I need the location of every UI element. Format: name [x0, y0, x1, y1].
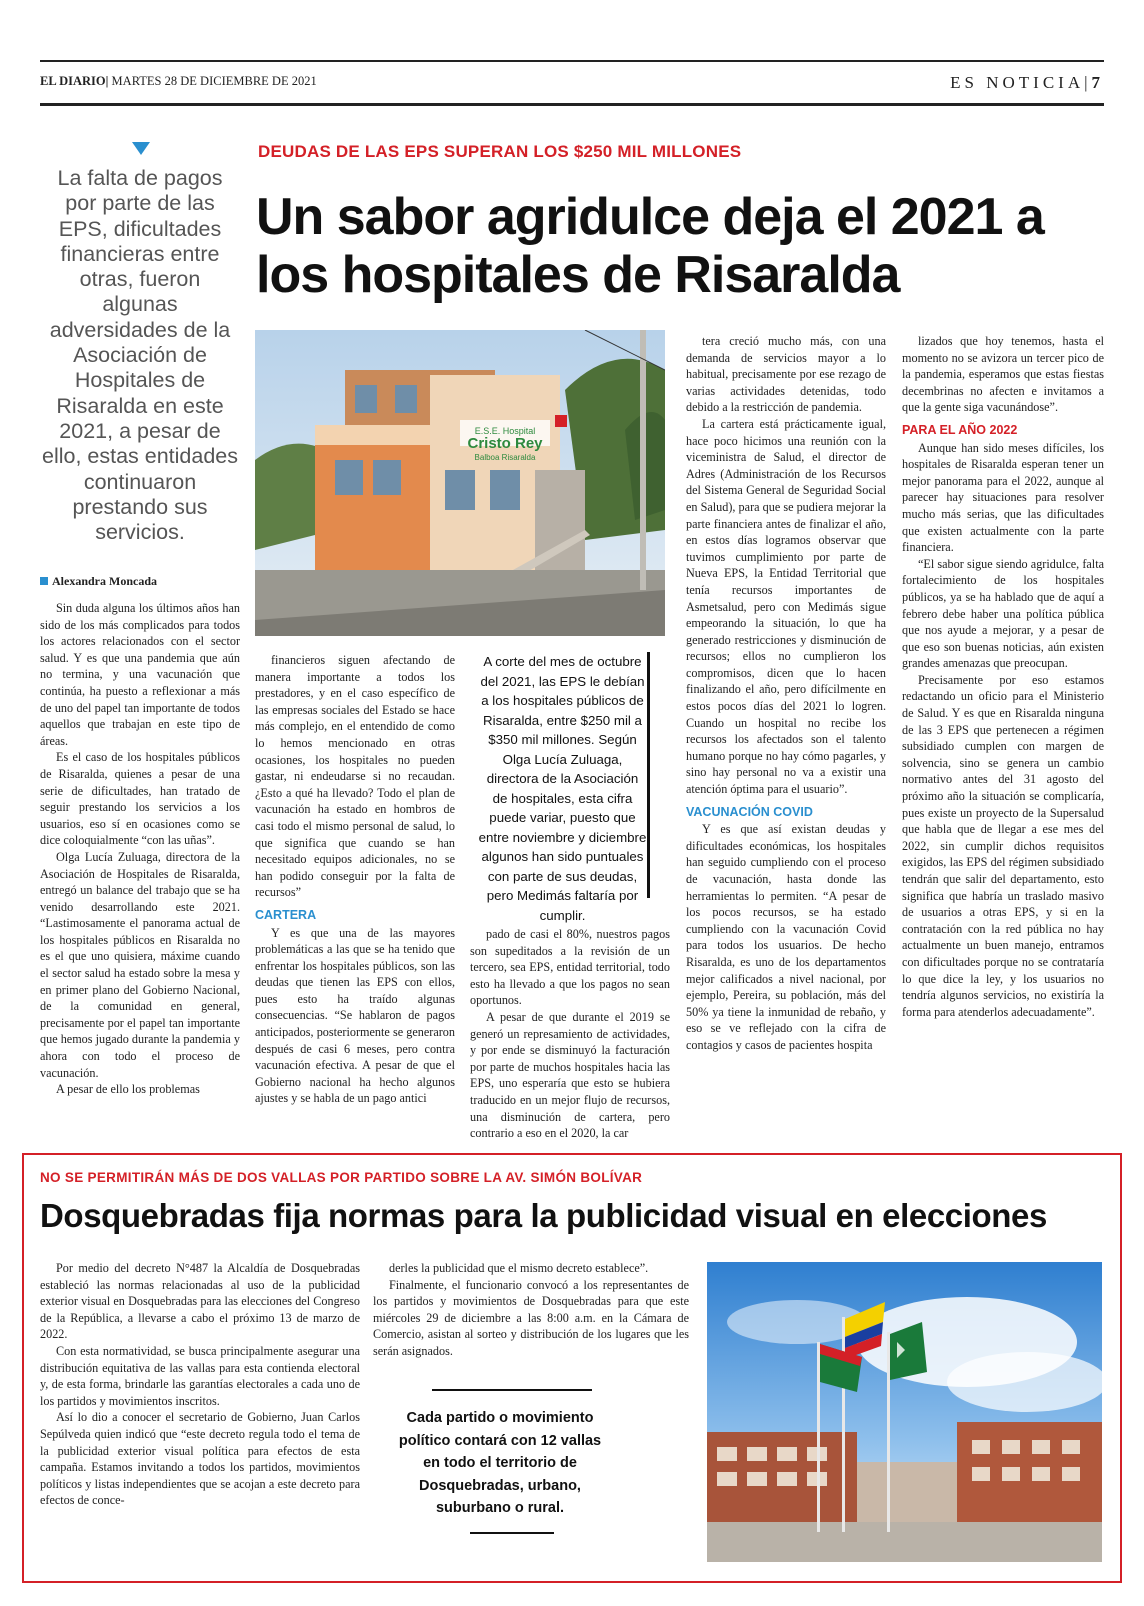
article2-kicker: NO SE PERMITIRÁN MÁS DE DOS VALLAS POR PARTIDO SOBRE LA AV. SIMÓN BOLÍVAR: [40, 1170, 643, 1185]
paragraph: Con esta normatividad, se busca principalmente asegurar una distribución equitativa de las vallas para esta contienda electoral y, de esta forma, brindarle las garantías electorales a cada uno de los partidos y movimientos inscritos.: [40, 1343, 360, 1408]
paragraph: Sin duda alguna los últimos años han sido de los más complicados para todos los actores relacionados con el sector salud. Y es que una pandemia que aún no termina, y una vacunación que continúa, ha puesto a reflexionar a más de uno del papel tan importante de todos aquellos que trabajan en este tipo de áreas.: [40, 601, 240, 748]
page-number: 7: [1091, 73, 1104, 92]
article1-column-5: [902, 333, 1104, 1148]
paragraph: lizados que hoy tenemos, hasta el momento no se avizora un tercer pico de la pandemia, esperamos que estas fiestas decembrinas no afecten e invitamos a que la gente siga vacunándose”.: [902, 334, 1104, 415]
hospital-photo: [255, 330, 665, 636]
hospital-sign-line3: Balboa Risaralda: [474, 453, 536, 462]
hospital-sign-line2: Cristo Rey: [467, 435, 543, 452]
pull-quote: La falta de pagos por parte de las EPS, dificultades financieras entre otras, fueron algunas adversidades de la Asociación de Hospitales de Risaralda en este 2021, a pesar de ello, estas entidades continuaron prestando sus servicios.: [41, 166, 239, 545]
article1-column-2: [255, 652, 455, 1148]
paragraph: derles la publicidad que el mismo decreto establece”.: [389, 1261, 649, 1275]
article2-headline: Dosquebradas fija normas para la publicidad visual en elecciones: [40, 1197, 1047, 1234]
masthead-left: [40, 74, 317, 89]
quote-top-rule: [432, 1389, 592, 1391]
paragraph: tera creció mucho más, con una demanda de servicios mayor a lo habitual, precisamente por ese rezago de varias actividades detenidas, todo debido a la restricción de pandemia.: [686, 334, 886, 415]
paragraph: financieros siguen afectando de manera importante a todos los prestadores, y en el caso específico de las empresas sociales del Estado se hace más complejo, en el entendido de como lo hemos mencionado en otras ocasiones, los hospitales no pueden gastar, ni endeudarse si no recaudan. ¿Esto a qué ha llevado? Todo el plan de vacunación ha estado en hombros de casi todo el mismo personal de salud, lo que significa que cuando se han necesitado equipos adicionales, no se han podido conseguir por la falta de recursos”: [255, 653, 455, 900]
paragraph: A pesar de ello los problemas: [56, 1082, 200, 1097]
flags-plaza-photo: [707, 1262, 1102, 1562]
top-rule: [40, 60, 1104, 62]
square-marker-icon: [40, 577, 48, 585]
article2-column-2: [373, 1260, 689, 1380]
sidebar-factbox: A corte del mes de octubre del 2021, las EPS le debían a los hospitales públicos de Risaralda, entre $250 mil a $350 mil millones. Según Olga Lucía Zuluaga, directora de la Asociación de hospitales, esta cifra puede variar, puesto que entre noviembre y diciembre algunos han sido puntuales con parte de sus deudas, pero Medimás faltaría por cumplir.: [478, 652, 650, 898]
subhead-ano-2022: PARA EL AÑO 2022: [902, 422, 1018, 437]
page-separator: |: [1084, 73, 1092, 92]
article1-kicker: DEUDAS DE LAS EPS SUPERAN LOS $250 MIL MILLONES: [258, 142, 742, 161]
paragraph: pado de casi el 80%, nuestros pagos son supeditados a la revisión de un tercero, sea EPS, entidad territorial, todo esto ha llevado a que los pagos no sean oportunos.: [470, 927, 670, 1008]
hospital-photo-illustration: [255, 330, 665, 636]
masthead-right: [950, 73, 1104, 93]
paragraph: Así lo dio a conocer el secretario de Gobierno, Juan Carlos Sepúlveda quien indicó que “este decreto regula todo el tema de la publicidad exterior visual política para efectos de esta campaña. Estamos invitando a todos los partidos, movimientos políticos y listas independientes que se acojan a este decreto para efectos de conce-: [40, 1410, 360, 1508]
paragraph: La cartera está prácticamente igual, hace poco hicimos una reunión con la viceministra de Salud, el director de Adres (Administración de los Recursos del Sistema General de Seguridad Social en Salud), para que se pudiera mejorar la parte financiera antes de finalizar el año, en estos días logramos observar que tuvimos cumplimiento por parte de Nueva EPS, la Entidad Territorial que tenía recursos importantes de Asmetsalud, pero con Medimás sigue empeorando la situación, lo que ha generado restricciones y disminución de recursos; ellos no cumplieron los compromisos, dicen que lo hacen finalizando el año, pero difícilmente en estos pocos días del 2021 lo logren. Cuando un hospital no recibe los recursos los afectados son el talento humano porque no hay cómo pagarles, y sino hay personal no va a existir una atención óptima para el usuario”.: [686, 416, 886, 797]
paragraph: Es el caso de los hospitales públicos de Risaralda, quienes a pesar de una serie de dificultades, han tratado de seguir prestando los servicios a los usuarios, eso sí en ocasiones como se dice coloquialmente “con las uñas”.: [40, 750, 240, 848]
paragraph: Por medio del decreto N°487 la Alcaldía de Dosquebradas estableció las normas relacionadas al uso de la publicidad exterior visual en Dosquebradas para las elecciones del Congreso de la República, a llevarse a cabo el próximo 13 de marzo de 2022.: [40, 1261, 360, 1342]
section-name: ES NOTICIA: [950, 73, 1085, 92]
subhead-cartera: CARTERA: [255, 907, 317, 922]
paragraph: Y es que así existan deudas y dificultades económicas, los hospitales han seguido cumpliendo con el proceso de vacunación, hasta donde las herramientas lo permiten. “A pesar de los pocos recursos, se ha estado cumpliendo con la vacunación Covid para todos los usuarios. De hecho Risaralda, es uno de los departamentos mejor calificados a nivel nacional, por ejemplo, Pereira, su población, más del 50% ya tiene la inmunidad de rebaño, y eso se ve reflejado con la cifra de contagios y casos de pacientes hospita: [686, 822, 886, 1052]
paper-name: EL DIARIO: [40, 74, 106, 88]
byline: [40, 574, 157, 589]
masthead-rule: [40, 103, 1104, 106]
paragraph: Y es que una de las mayores problemáticas a las que se ha tenido que enfrentar los hospitales públicos, son las deudas que tienen las EPS con ellos, pues esto ha traído algunas consecuencias. “Se hablaron de pagos anticipados, posteriormente se generaron después de casi 6 meses, pero contra vacunación efectiva. A pesar de que el Gobierno nacional ha hecho algunos ajustes y se habla de un pago antici: [255, 925, 455, 1106]
paragraph: Aunque han sido meses difíciles, los hospitales de Risaralda esperan tener un mejor panorama para el 2022, aunque al parecer hay situaciones para resolver mucho más serias, que las dificultades que existen actualmente con la parte financiera.: [902, 440, 1104, 555]
triangle-marker-icon: [132, 142, 150, 155]
article1-headline: Un sabor agridulce deja el 2021 a los hospitales de Risaralda: [256, 188, 1044, 304]
subhead-vacunacion: VACUNACIÓN COVID: [686, 804, 813, 819]
flags-photo-illustration: [707, 1262, 1102, 1562]
paragraph: Precisamente por eso estamos redactando un oficio para el Ministerio de Salud. Y es que en Risaralda ninguna de las 3 EPS que pertenecen a régimen subsidiado cumplen con margen de solvencia, sino se genera un cambio normativo antes del 31 agosto del próximo año la situación se complicaría, pues existe un proyecto de la Supersalud que habla que de llegar a ese mes del 2022, sin cumplir dichos requisitos exigidos, las EPS del régimen subsidiado tendrán que salir del departamento, esto significa que habría un traslado masivo de usuarios a otras EPS, y si en la contratación con la red pública no hay actualmente un buen manejo, entramos con dificultades porque no se contrataría lo que dice la ley, y los usuarios no tendría algunos servicios, no existiría la forma para atenderlos adecuadamente”.: [902, 672, 1104, 1019]
paragraph: Finalmente, el funcionario convocó a los representantes de los partidos y movimientos de Dosquebradas para que este miércoles 29 de diciembre a las 8:00 a.m. en la Cámara de Comercio, asistan al sorteo y distribución de los lugares que les serán asignados.: [373, 1277, 689, 1358]
article1-column-4: [686, 333, 886, 1148]
article2-column-1: [40, 1260, 360, 1560]
paragraph: “El sabor sigue siendo agridulce, falta fortalecimiento de los hospitales públicos, ya se ha hablado que de aquí a febrero debe haber una política pública que nos ayude a mejorar, y a pesar de que eso son buenas noticias, aún existen grandes amenazas que preocupan.: [902, 556, 1104, 671]
article1-column-3: [470, 926, 670, 1148]
issue-date: MARTES 28 DE DICIEMBRE DE 2021: [111, 74, 317, 88]
article2-callout: Cada partido o movimiento político contará con 12 vallas en todo el territorio de Dosquebradas, urbano, suburbano o rural.: [398, 1410, 602, 1516]
author-name: Alexandra Moncada: [52, 574, 157, 588]
article1-column-1: [40, 600, 240, 1148]
quote-bottom-rule: [470, 1532, 554, 1534]
paragraph: Olga Lucía Zuluaga, directora de la Asociación de Hospitales de Risaralda, entregó un balance del trabajo que se ha venido desarrollando este 2021. “Lastimosamente el panorama actual de los hospitales públicos en Risaralda no es el que uno quisiera, máxime cuando el sector salud ha estado sobre la mesa y en primer plano del Gobierno Nacional, de la comunidad en general, precisamente por el papel tan importante que hemos jugado durante la pandemia y ahora con todo el proceso de vacunación.: [40, 849, 240, 1080]
masthead-separator: |: [105, 74, 109, 88]
paragraph: A pesar de que durante el 2019 se generó un represamiento de actividades, y por ende se disminuyó la facturación por parte de muchos hospitales hacia las EPS, uno esperaría que esto se hubiera traducido en un mejor flujo de recursos, una disminución de cartera, pero contrario a eso en el 2020, la car: [470, 1009, 670, 1141]
hospital-sign-line1: E.S.E. Hospital: [474, 426, 536, 436]
